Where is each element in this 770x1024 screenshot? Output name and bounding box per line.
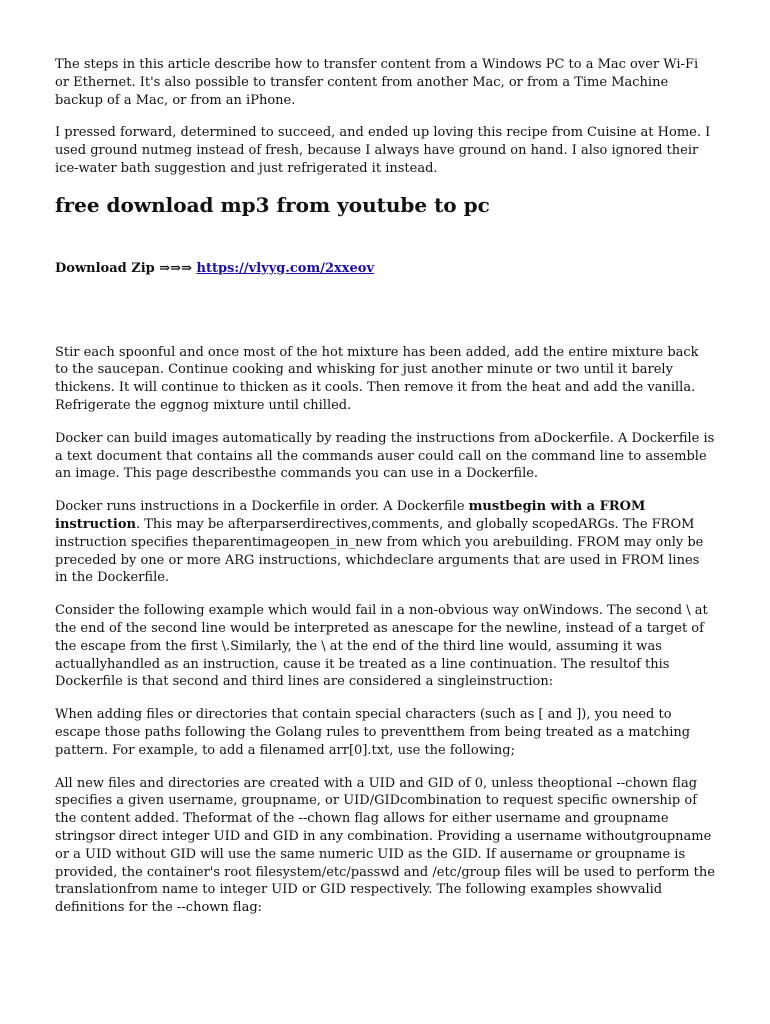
body-paragraph-docker-intro: Docker can build images automatically by reading the instructions from aDockerfile. A Dockerfile is a text document that contains all the commands auser could call on the command line to assemble an image. This page describesthe commands you can use in a Dockerfile. xyxy=(55,430,715,482)
page-heading: free download mp3 from youtube to pc xyxy=(55,192,490,217)
from-text-after: . This may be afterparserdirectives,comments, and globally scopedARGs. The FROM instruction specifies theparentimageopen_in_new from which you arebuilding. FROM may only be preceded by one or more ARG instructions, whichdeclare arguments that are used in FROM lines in the Dockerfile. xyxy=(55,516,704,586)
from-text-bold: mustbegin with a FROM instruction xyxy=(55,499,646,532)
body-paragraph-windows-escape: Consider the following example which would fail in a non-obvious way onWindows. The second \ at the end of the second line would be interpreted as anescape for the newline, instead of a target of the escape from the first \.Similarly, the \ at the end of the third line would, assuming it was actuallyhandled as an instruction, cause it be treated as a line continuation. The resultof this Dockerfile is that second and third lines are considered a singleinstruction: xyxy=(55,603,708,690)
download-line xyxy=(55,260,715,278)
intro-paragraph-1: The steps in this article describe how to transfer content from a Windows PC to a Mac over Wi-Fi or Ethernet. It's also possible to transfer content from another Mac, or from a Time Machine backup of a Mac, or from an iPhone. xyxy=(55,57,699,108)
download-label: Download Zip ⇒⇒⇒ xyxy=(55,260,192,276)
document-page xyxy=(55,56,715,932)
body-paragraph-eggnog: Stir each spoonful and once most of the hot mixture has been added, add the entire mixture back to the saucepan. Continue cooking and whisking for just another minute or two until it barely thickens. It will continue to thicken as it cools. Then remove it from the heat and add the vanilla. Refrigerate the eggnog mixture until chilled. xyxy=(55,344,699,413)
intro-paragraph-2: I pressed forward, determined to succeed, and ended up loving this recipe from Cuisine at Home. I used ground nutmeg instead of fresh, because I always have ground on hand. I also ignored their ice-water bath suggestion and just refrigerated it instead. xyxy=(55,125,711,176)
spacer xyxy=(55,278,715,344)
from-text-before: Docker runs instructions in a Dockerfile in order. A Dockerfile xyxy=(55,499,469,515)
body-paragraph-from-instruction xyxy=(55,498,715,587)
download-link[interactable]: https://vlyyg.com/2xxeov xyxy=(196,260,375,276)
body-paragraph-special-chars: When adding files or directories that contain special characters (such as [ and ]), you need to escape those paths following the Golang rules to preventthem from being treated as a matching pattern. For example, to add a filenamed arr[0].txt, use the following; xyxy=(55,707,691,758)
body-paragraph-chown: All new files and directories are created with a UID and GID of 0, unless theoptional --chown flag specifies a given username, groupname, or UID/GIDcombination to request specific ownership of the content added. Theformat of the --chown flag allows for either username and groupname stringsor direct integer UID and GID in any combination. Providing a username withoutgroupname or a UID without GID will use the same numeric UID as the GID. If ausername or groupname is provided, the container's root filesystem/etc/passwd and /etc/group files will be used to perform the translationfrom name to integer UID or GID respectively. The following examples showvalid definitions for the --chown flag: xyxy=(55,775,715,916)
